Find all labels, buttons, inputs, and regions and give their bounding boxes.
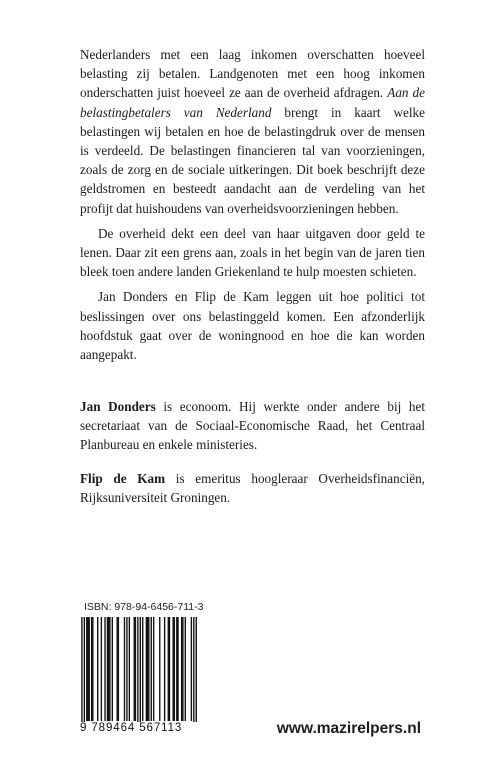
barcode-bar — [181, 617, 182, 721]
barcode-bar — [159, 617, 160, 721]
blurb-paragraph-3: Jan Donders en Flip de Kam leggen uit hoe politici tot beslissingen over ons belastinggeld komen. Een afzonderlijk hoofdstuk gaat over de woningnood en hoe die kan worden aangepakt. — [80, 289, 425, 363]
barcode-bars — [80, 617, 198, 733]
author-bio-de-kam — [80, 469, 425, 507]
barcode-bar — [193, 617, 194, 729]
back-cover-blurb — [80, 45, 425, 370]
barcode-bar — [182, 617, 183, 721]
barcode-bar — [153, 617, 154, 721]
isbn-label: ISBN: 978-94-6456-711-3 — [84, 601, 204, 613]
barcode-bar — [101, 617, 102, 721]
barcode-bar — [142, 617, 143, 721]
barcode-bar — [129, 617, 130, 721]
blurb-paragraph-2: De overheid dekt een deel van haar uitgaven door geld te lenen. Daar zit een grens aan, zoals in het begin van de jaren tien bleek toen andere landen Griekenland te hulp moesten schieten. — [80, 225, 425, 280]
barcode-bar — [151, 617, 152, 721]
barcode-bar — [89, 617, 90, 721]
barcode-bar — [191, 617, 192, 721]
author-bios — [80, 397, 425, 521]
barcode-bar — [172, 617, 173, 721]
author-name: Flip de Kam — [80, 470, 166, 486]
author-bio-donders — [80, 397, 425, 455]
barcode-bar — [146, 617, 147, 721]
barcode-bar — [109, 617, 110, 721]
barcode-bar — [148, 617, 149, 721]
barcode-bar — [174, 617, 175, 721]
book-title-italic: Aan de belastingbetalers van Nederland — [80, 85, 426, 120]
barcode-bar — [164, 617, 165, 721]
isbn-barcode — [80, 617, 198, 733]
barcode-bar — [91, 617, 92, 721]
barcode-bar — [86, 617, 87, 721]
barcode-bar — [97, 617, 98, 721]
barcode-bar — [177, 617, 178, 721]
barcode-bar — [81, 617, 82, 729]
barcode-bar — [126, 617, 127, 721]
barcode-bar — [87, 617, 88, 721]
barcode-bar — [104, 617, 105, 721]
barcode-bar — [107, 617, 108, 721]
barcode-bar — [169, 617, 170, 721]
blurb-paragraph-1 — [80, 45, 425, 218]
barcode-bar — [168, 617, 169, 721]
barcode-bar — [112, 617, 113, 721]
blurb-p1-intro: Nederlanders met een laag inkomen overschatten hoeveel belasting zij betalen. Landgenoten met een hoog inkomen onderschatten juist hoeveel ze aan de overheid afdragen. — [80, 47, 425, 101]
blurb-p1-rest: brengt in kaart welke belastingen wij betalen en hoe de belastingdruk over de mensen is verdeeld. De belastingen financieren tal van voorzieningen, zoals de zorg en de sociale uitkeringen. Dit boek beschrijft deze geldstromen en besteedt aandacht aan de verdeling van het profijt dat huishoudens van overheidsvoorzieningen hebben. — [80, 104, 425, 216]
barcode-bar — [147, 617, 148, 721]
barcode-bar — [92, 617, 93, 721]
barcode-bar — [135, 617, 136, 721]
barcode-bar — [137, 617, 138, 729]
barcode-bar — [196, 617, 197, 729]
barcode-bar — [134, 617, 135, 721]
barcode-bar — [124, 617, 125, 721]
author-bio-text: is econoom. Hij werkte onder andere bij het secretariaat van de Sociaal-Economische Raad, het Centraal Planbureau en enkele ministeries. — [80, 399, 425, 453]
author-bio-text: is emeritus hoogleraar Overheidsfinanciën, Rijksuniversiteit Groningen. — [80, 470, 425, 505]
barcode-bar — [176, 617, 177, 721]
barcode-digits: 9 789464 567113 — [80, 722, 198, 734]
barcode-bar — [84, 617, 85, 729]
author-name: Jan Donders — [80, 399, 156, 414]
barcode-bar — [116, 617, 117, 721]
barcode-bar — [140, 617, 141, 729]
publisher-website: www.mazirelpers.nl — [276, 720, 421, 737]
barcode-bar — [118, 617, 119, 721]
barcode-bar — [185, 617, 186, 721]
barcode-bar — [108, 617, 109, 721]
